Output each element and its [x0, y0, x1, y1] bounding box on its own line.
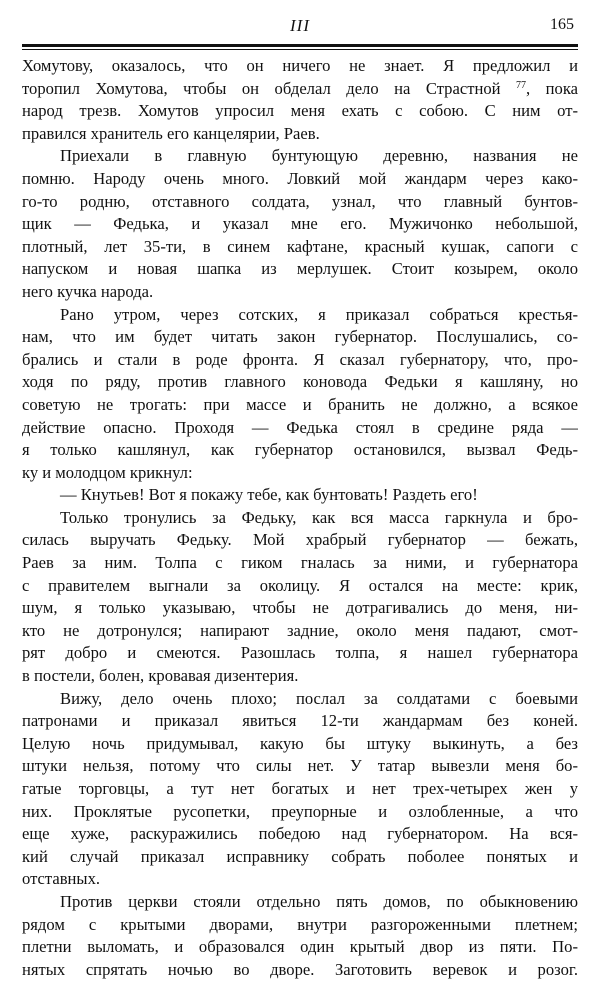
text-line: ходя по ряду, против главного коновода Федьки я кашляну, но	[22, 372, 578, 392]
text-line: щик — Федька, и указал мне его. Мужичонко небольшой,	[22, 214, 578, 234]
text-line: плетни выломать, и образовался один крытый двор из пяти. По-	[22, 937, 578, 957]
text-line: Хомутову, оказалось, что он ничего не знает. Я предложил и	[22, 56, 578, 75]
paragraph	[22, 507, 578, 688]
paragraph	[22, 484, 578, 507]
running-head	[22, 14, 578, 40]
text-line: кто не дотронулся; напирают задние, около меня падают, смот-	[22, 620, 578, 640]
text-line: напуском и новая шапка из мерлушек. Стоит козырем, около	[22, 259, 578, 279]
text-line: ку и молодцом крикнул:	[22, 462, 193, 482]
paragraph	[22, 55, 578, 145]
text-line: нам, что им будет читать закон губернатор. Послушались, со-	[22, 327, 578, 347]
paragraph	[22, 145, 578, 303]
text-line: еще хуже, раскуражились победою над губернатором. На вся-	[22, 824, 578, 844]
text-line: шум, я только указываю, чтобы не дотрагивались до меня, ни-	[22, 598, 578, 618]
text-line: рят добро и смеются. Разошлась толпа, я нашел губернатора	[22, 643, 578, 663]
text-line: брались и стали в роде фронта. Я сказал губернатору, что, про-	[22, 349, 578, 369]
page-number: 165	[550, 16, 574, 33]
text-line: него кучка народа.	[22, 281, 154, 301]
text-line: гатые торговцы, а тут нет богатых и нет трех-четырех жен у	[22, 779, 578, 798]
text-line: народ трезв. Хомутов упросил меня ехать с собою. С ним от-	[22, 101, 578, 121]
text-line: Раев за ним. Толпа с гиком гналась за ними, и губернатора	[22, 553, 578, 573]
text-line: отставных.	[22, 869, 101, 889]
text-line: Вижу, дело очень плохо; послал за солдатами с боевыми	[60, 688, 578, 708]
text-line: в постели, болен, кровавая дизентерия.	[22, 666, 299, 686]
header-rule-thin	[22, 49, 578, 50]
text-line: силась выручать Федьку. Мой храбрый губернатор — бежать,	[22, 530, 578, 550]
text-line: плотный, лет 35-ти, в синем кафтане, красный кушак, сапоги с	[22, 236, 578, 256]
text-line: действие опасно. Проходя — Федька стоял в средине ряда —	[22, 417, 578, 437]
text-line: Против церкви стояли отдельно пять домов, по обыкновению	[60, 891, 578, 911]
text-line: патронами и приказал явиться 12-ти жандармам без коней.	[22, 711, 578, 731]
text-line: Целую ночь придумывал, какую бы штуку выкинуть, а без	[22, 733, 578, 753]
body-text	[22, 55, 578, 981]
text-line: го-то родню, отставного солдата, узнал, что главный бунтов-	[22, 191, 578, 211]
text-line: нятых спрятать ночью во дворе. Заготовить веревок и розог.	[22, 959, 578, 979]
paragraph	[22, 688, 578, 891]
header-rule-thick	[22, 44, 578, 47]
text-line: кий случай приказал исправнику собрать поболее понятых и	[22, 846, 578, 866]
text-line: них. Проклятые русопетки, преупорные и озлобленные, а что	[22, 801, 578, 821]
text-line: Только тронулись за Федьку, как вся масса гаркнула и бро-	[60, 507, 578, 527]
text-line: торопил Хомутова, чтобы он обделал дело на Страстной $^{77}$, пока	[22, 78, 578, 98]
text-line: Рано утром, через сотских, я приказал собраться крестья-	[60, 304, 578, 324]
chapter-number: III	[290, 16, 310, 35]
text-line: я только кашлянул, как губернатор остановился, вызвал Федь-	[22, 440, 578, 460]
text-line: — Кнутьев! Вот я покажу тебе, как бунтовать! Раздеть его!	[60, 485, 478, 505]
footnote-ref: 77	[516, 79, 526, 91]
text-line: правился хранитель его канцелярии, Раев.	[22, 123, 320, 143]
text-line: штуки нельзя, потому что силы нет. У татар вывезли меня бо-	[22, 756, 578, 776]
text-line: с правителем выгнали за околицу. Я остался на месте: крик,	[22, 575, 578, 595]
text-line: помню. Народу очень много. Ловкий мой жандарм через како-	[22, 168, 578, 188]
text-line: Приехали в главную бунтующую деревню, названия не	[60, 146, 578, 166]
text-line: рядом с крытыми дворами, внутри разгороженными плетнем;	[22, 914, 578, 934]
text-line: советую не трогать: при массе и бранить не должно, а всякое	[22, 394, 578, 414]
paragraph	[22, 891, 578, 981]
paragraph	[22, 304, 578, 485]
